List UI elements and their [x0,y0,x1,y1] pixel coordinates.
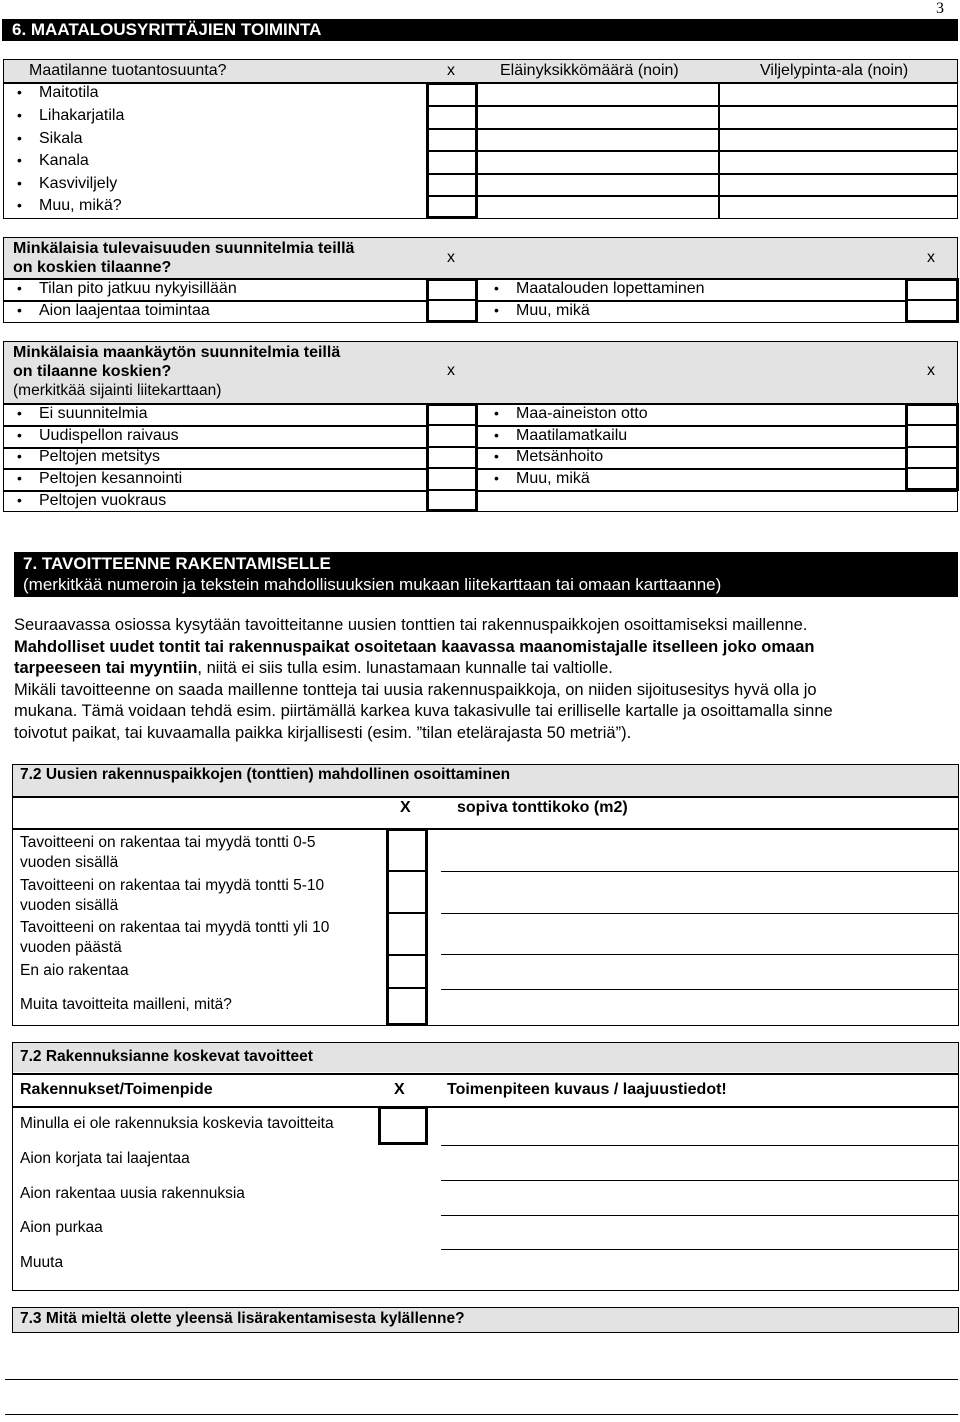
opinion-answer-line[interactable] [5,1414,958,1415]
land-use-checkbox-left[interactable] [426,403,478,512]
production-header-animals: Eläinyksikkömäärä (noin) [500,62,679,79]
buildings-row: Muuta [20,1254,64,1271]
future-plans-x-right: x [927,249,935,266]
plot-size-line[interactable] [441,913,958,914]
buildings-row: Aion purkaa [20,1219,103,1236]
land-use-option: • Maa-aineiston otto [516,405,648,423]
plots-row-1-line1: Tavoitteeni on rakentaa tai myydä tontti 0-5 [20,834,316,851]
land-use-x-right: x [927,362,935,379]
plots-row-1-line2: vuoden sisällä [20,854,119,871]
section-7-intro [14,615,958,744]
building-desc-line[interactable] [441,1249,958,1250]
intro-line-5: mukana. Tämä voidaan tehdä esim. piirtämällä karkea kuva takasivulle tai erilliselle kartalle ja osoittamalla sinne [14,702,833,720]
intro-line-2: Mahdolliset uudet tontit tai rakennuspaikat osoitetaan kaavassa maanomistajalle itselleen joko omaan [14,637,815,656]
land-use-question [13,343,340,400]
land-use-x-left: x [447,362,455,379]
plot-size-line[interactable] [441,871,958,872]
production-header-x: x [447,62,455,79]
plot-size-line[interactable] [441,954,958,955]
buildings-col-x: X [394,1081,405,1098]
buildings-title: 7.2 Rakennuksianne koskevat tavoitteet [20,1048,313,1065]
land-use-option: • Metsänhoito [516,448,603,466]
intro-line-3-rest: , niitä ei siis tulla esim. lunastamaan kunnalle tai valtiolle. [197,659,613,677]
production-item: • Kasviviljely [39,175,117,193]
building-desc-line[interactable] [441,1145,958,1146]
plots-checkbox-column[interactable] [386,828,428,1026]
opinion-title: 7.3 Mitä mieltä olette yleensä lisärakentamisesta kylällenne? [20,1310,465,1327]
intro-line-4: Mikäli tavoitteenne on saada maillenne tontteja tai uusia rakennuspaikkoja, on niiden sijoitusesitys hyvä olla jo [14,680,817,699]
building-desc-line[interactable] [441,1180,958,1181]
future-plans-option: • Maatalouden lopettaminen [516,280,705,298]
buildings-col-desc: Toimenpiteen kuvaus / laajuustiedot! [447,1081,727,1098]
section-6-title: 6. MAATALOUSYRITTÄJIEN TOIMINTA [2,19,958,41]
plots-table-title: 7.2 Uusien rakennuspaikkojen (tonttien) mahdollinen osoittaminen [20,766,511,783]
future-plans-option: • Tilan pito jatkuu nykyisillään [39,280,237,298]
land-use-option: • Muu, mikä [516,470,590,488]
buildings-row: Aion rakentaa uusia rakennuksia [20,1185,245,1202]
buildings-col-action: Rakennukset/Toimenpide [20,1081,213,1098]
opinion-answer-line[interactable] [5,1379,958,1380]
future-plans-question-line2: on koskien tilaanne? [13,259,172,276]
building-desc-line[interactable] [441,1215,958,1216]
land-use-option: • Peltojen metsitys [39,448,160,466]
production-item: • Muu, mikä? [39,197,122,215]
section-7-title: 7. TAVOITTEENNE RAKENTAMISELLE [23,554,331,573]
buildings-row: Aion korjata tai laajentaa [20,1150,190,1167]
buildings-row: Minulla ei ole rakennuksia koskevia tavoitteita [20,1115,334,1132]
plots-row-5: Muita tavoitteita mailleni, mitä? [20,996,232,1013]
future-plans-option: • Aion laajentaa toimintaa [39,302,210,320]
section-7-header [14,552,958,597]
intro-line-6: toivotut paikat, tai kuvaamalla paikka kirjallisesti (esim. ”tilan etelärajasta 50 metriä”). [14,723,632,742]
land-use-question-line2: on tilaanne koskien? [13,363,172,380]
plots-col-size: sopiva tonttikoko (m2) [457,799,628,816]
land-use-option: • Maatilamatkailu [516,427,627,445]
production-header-label: Maatilanne tuotantosuunta? [29,62,227,79]
plots-row-3-line2: vuoden päästä [20,939,122,956]
future-plans-option: • Muu, mikä [516,302,590,320]
plot-size-line[interactable] [441,989,958,990]
buildings-checkbox[interactable] [378,1106,428,1145]
production-item: • Kanala [39,152,89,170]
plots-col-x: X [400,799,411,816]
plots-row-2-line1: Tavoitteeni on rakentaa tai myydä tontti 5-10 [20,877,325,894]
land-use-option: • Peltojen vuokraus [39,492,166,510]
production-item: • Sikala [39,130,83,148]
future-plans-x-left: x [447,249,455,266]
production-item: • Lihakarjatila [39,107,124,125]
plots-row-2-line2: vuoden sisällä [20,897,119,914]
future-plans-question-line1: Minkälaisia tulevaisuuden suunnitelmia teillä [13,240,355,257]
intro-line-1: Seuraavassa osiossa kysytään tavoitteitanne uusien tonttien tai rakennuspaikkojen osoittamiseksi maillenne. [14,616,808,634]
land-use-question-line3: (merkitkää sijainti liitekarttaan) [13,382,222,399]
page-number: 3 [936,0,944,17]
production-item: • Maitotila [39,84,99,102]
land-use-question-line1: Minkälaisia maankäytön suunnitelmia teillä [13,344,341,361]
production-header-area: Viljelypinta-ala (noin) [760,62,909,79]
land-use-option: • Ei suunnitelmia [39,405,148,423]
intro-line-3-bold: tarpeeseen tai myyntiin [14,659,198,677]
plots-row-3-line1: Tavoitteeni on rakentaa tai myydä tontti yli 10 [20,919,330,936]
land-use-option: • Uudispellon raivaus [39,427,179,445]
section-7-subtitle: (merkitkää numeroin ja tekstein mahdollisuuksien mukaan liitekarttaan tai omaan karttaanne) [23,575,722,594]
plots-row-4: En aio rakentaa [20,962,129,979]
future-plans-question [13,239,354,277]
land-use-option: • Peltojen kesannointi [39,470,182,488]
plots-row-labels [20,833,329,1015]
